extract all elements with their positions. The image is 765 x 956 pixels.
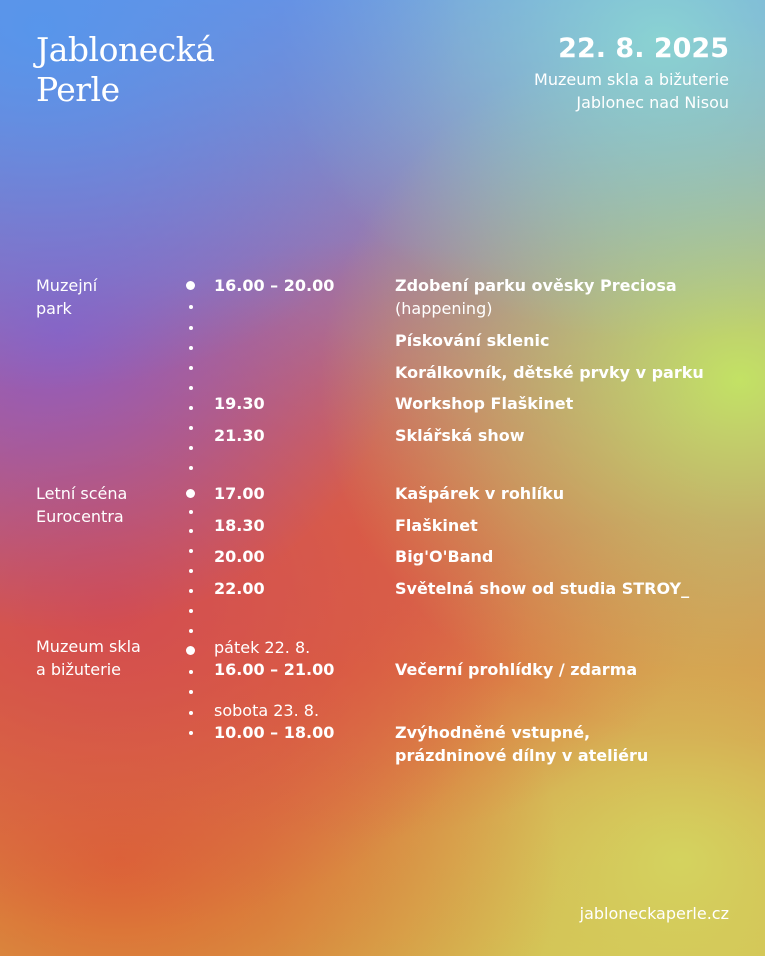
timeline-section-marker — [186, 489, 195, 498]
timeline-dot — [189, 549, 193, 553]
timeline-dot — [189, 670, 193, 674]
timeline-dot — [189, 426, 193, 430]
event-time: 16.00 – 21.00 — [214, 660, 335, 679]
event-time: 22.00 — [214, 579, 265, 598]
timeline-dot — [189, 629, 193, 633]
event-title: Flaškinet — [395, 516, 478, 535]
venue-city: Jablonec nad Nisou — [576, 93, 729, 112]
section-label-line: park — [36, 299, 72, 318]
event-header-info — [534, 30, 729, 114]
timeline-section-marker — [186, 646, 195, 655]
timeline-dot — [189, 529, 193, 533]
event-logo — [36, 30, 214, 110]
logo-line-2: Perle — [36, 70, 120, 109]
event-title: Workshop Flaškinet — [395, 394, 574, 413]
event-title-text: prázdninové dílny v ateliéru — [395, 746, 649, 765]
event-time: 20.00 — [214, 547, 265, 566]
event-title-text: Zvýhodněné vstupné, — [395, 723, 591, 742]
timeline-dot — [189, 346, 193, 350]
event-title: Sklářská show — [395, 426, 525, 445]
section-label-muzeum — [36, 635, 186, 681]
event-time: 21.30 — [214, 426, 265, 445]
event-time: 16.00 – 20.00 — [214, 276, 335, 295]
timeline-dot — [189, 386, 193, 390]
timeline-dot — [189, 711, 193, 715]
timeline-dot — [189, 305, 193, 309]
event-note: (happening) — [395, 299, 493, 318]
section-label-muzejni-park — [36, 274, 186, 320]
website-link[interactable]: jabloneckaperle.cz — [579, 904, 729, 923]
logo-line-1: Jablonecká — [36, 30, 215, 69]
venue-name: Muzeum skla a bižuterie — [534, 70, 729, 89]
event-title: Pískování sklenic — [395, 331, 550, 350]
event-date: 22. 8. 2025 — [558, 33, 729, 64]
event-time: 18.30 — [214, 516, 265, 535]
event-title: Big'O'Band — [395, 547, 494, 566]
section-label-line: Muzejní — [36, 276, 98, 295]
timeline-dot — [189, 690, 193, 694]
section-label-line: Letní scéna — [36, 484, 128, 503]
timeline-dot — [189, 510, 193, 514]
timeline-dot — [189, 609, 193, 613]
timeline-section-marker — [186, 281, 195, 290]
event-title — [395, 274, 677, 320]
section-label-line: a bižuterie — [36, 660, 122, 679]
event-time: 17.00 — [214, 484, 265, 503]
timeline-dot — [189, 406, 193, 410]
event-title: Světelná show od studia STROY_ — [395, 579, 690, 598]
event-time: 10.00 – 18.00 — [214, 723, 335, 742]
timeline-dot — [189, 731, 193, 735]
timeline-dot — [189, 446, 193, 450]
section-label-line: Eurocentra — [36, 507, 124, 526]
event-time: 19.30 — [214, 394, 265, 413]
timeline-dot — [189, 326, 193, 330]
day-label: pátek 22. 8. — [214, 638, 311, 657]
event-title: Kašpárek v rohlíku — [395, 484, 565, 503]
event-title — [395, 721, 648, 767]
section-label-line: Muzeum skla — [36, 637, 141, 656]
event-title: Večerní prohlídky / zdarma — [395, 660, 638, 679]
day-label: sobota 23. 8. — [214, 701, 320, 720]
timeline-dot — [189, 466, 193, 470]
timeline-dot — [189, 366, 193, 370]
section-label-letni-scena — [36, 482, 186, 528]
event-title: Korálkovník, dětské prvky v parku — [395, 363, 704, 382]
event-title-text: Zdobení parku ověsky Preciosa — [395, 276, 677, 295]
timeline-dot — [189, 569, 193, 573]
timeline-dot — [189, 589, 193, 593]
